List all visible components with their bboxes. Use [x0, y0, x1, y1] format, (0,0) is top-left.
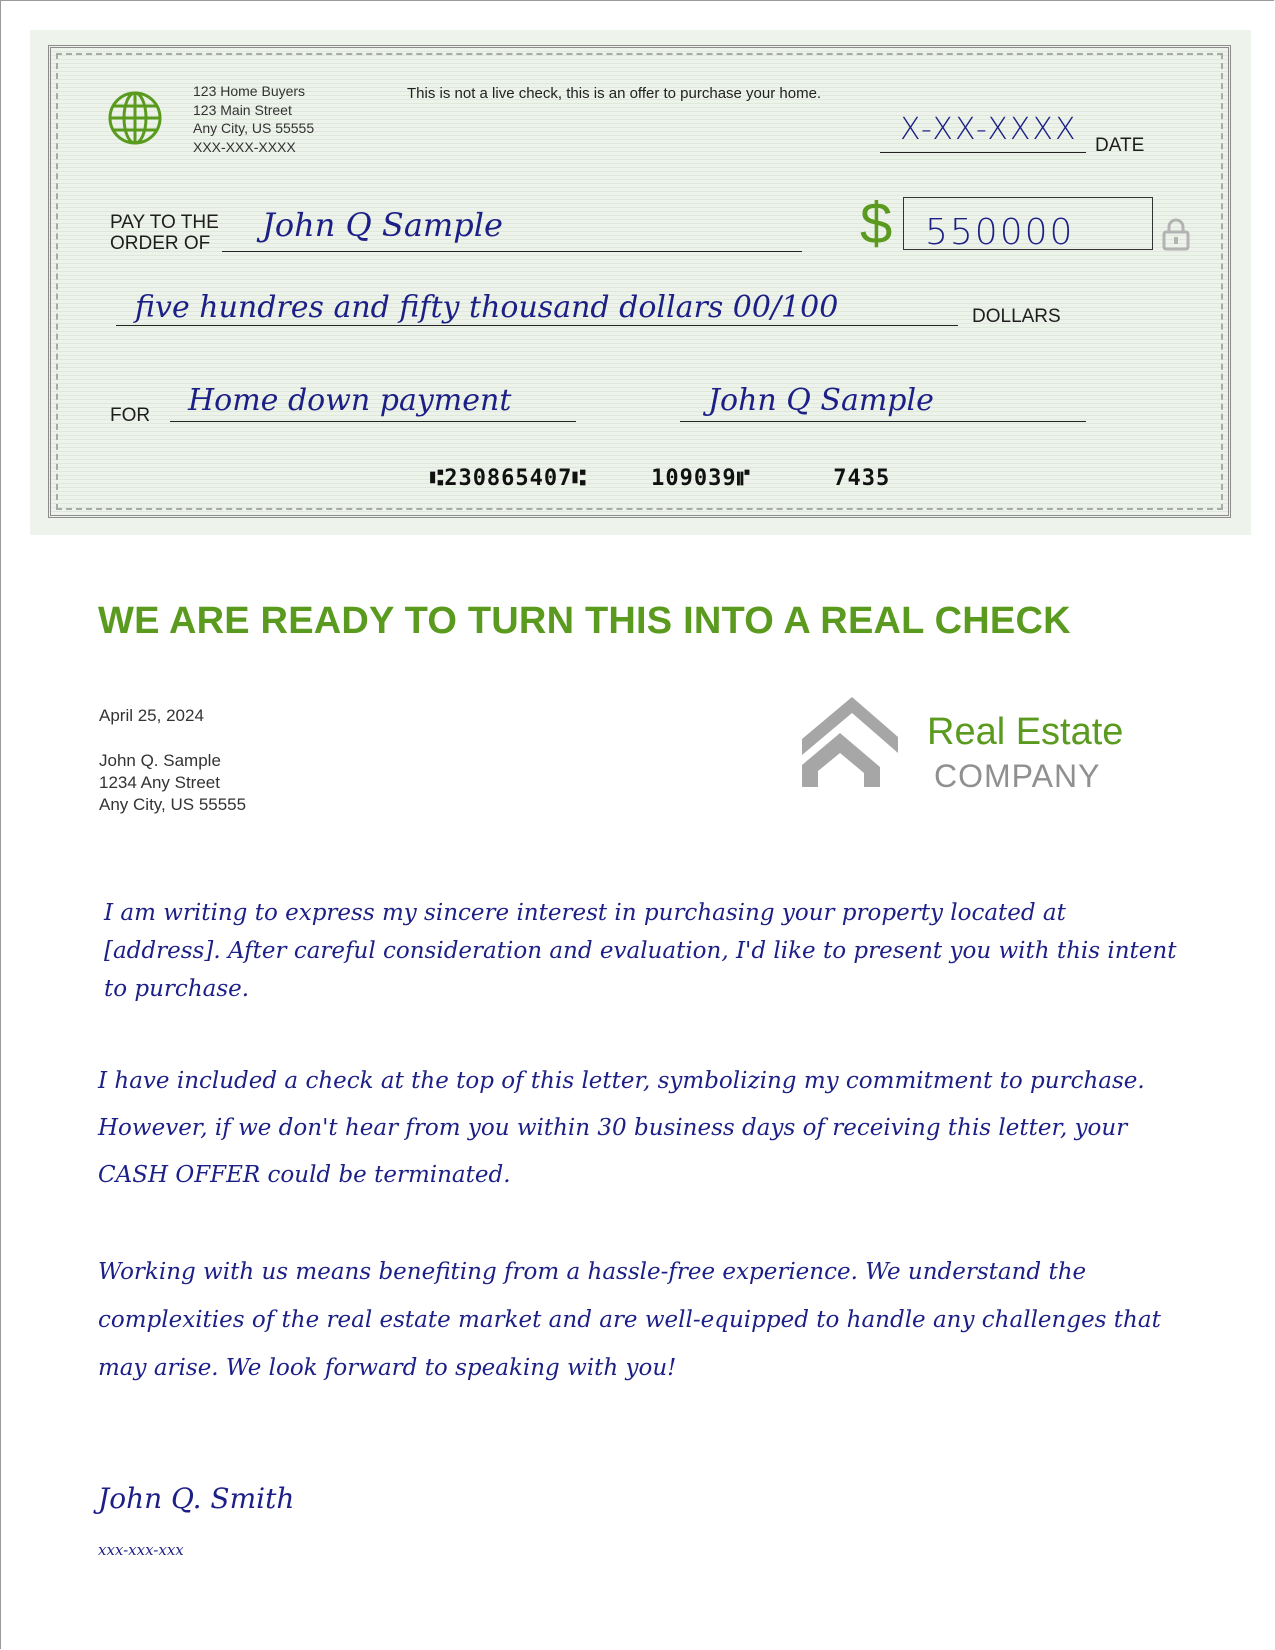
amount-words-line [116, 325, 958, 326]
letter-paragraph-1: I am writing to express my sincere interest in purchasing your property located at [address]. After careful consideration and evaluation, I'd like to present you with this intent to purchase. [104, 900, 1177, 1002]
check-amount: 550000 [925, 212, 1075, 253]
issuer-address [193, 82, 314, 156]
date-line [880, 152, 1086, 153]
memo-line [170, 421, 576, 422]
micr-check-number: 7435 [833, 466, 891, 491]
recipient-street: 1234 Any Street [99, 773, 220, 792]
payee-line [222, 251, 802, 252]
letter-paragraph-3: Working with us means benefiting from a hassle-free experience. We understand the complexities of the real estate market and are well-equipped to handle any challenges that may arise. We look forward to speaking with you! [98, 1259, 1161, 1381]
house-roof-icon [802, 697, 902, 789]
lock-icon [1162, 217, 1190, 251]
for-label: FOR [110, 405, 151, 426]
letter-paragraph-2: I have included a check at the top of this letter, symbolizing my commitment to purchase. However, if we don't hear from you within 30 business days of receiving this letter, your CASH OFFER could be terminated. [98, 1068, 1145, 1188]
logo-text-line1: Real Estate [927, 711, 1124, 753]
letter-phone: xxx-xxx-xxx [98, 1541, 184, 1559]
date-label: DATE [1095, 135, 1145, 156]
memo-text: Home down payment [188, 383, 512, 418]
pay-to-label-line2: ORDER OF [110, 233, 211, 254]
letter-headline: WE ARE READY TO TURN THIS INTO A REAL CHECK [98, 600, 1071, 642]
pay-to-label-line1: PAY TO THE [110, 212, 219, 233]
globe-icon [107, 90, 163, 146]
payee-name: John Q Sample [262, 206, 503, 244]
check-signature: John Q Sample [708, 383, 934, 418]
logo-text-line2: COMPANY [934, 758, 1101, 794]
dollar-sign: $ [860, 191, 893, 256]
micr-routing: ⑆230865407⑆ [430, 466, 587, 491]
issuer-name: 123 Home Buyers [193, 83, 306, 99]
recipient-name: John Q. Sample [99, 751, 221, 770]
check-date-value: X-XX-XXXX [900, 112, 1078, 147]
micr-account: 109039⑈ [651, 466, 751, 491]
recipient-address [99, 750, 246, 816]
letter-signature: John Q. Smith [98, 1482, 295, 1515]
pay-to-label [110, 212, 219, 254]
check-notice: This is not a live check, this is an offer to purchase your home. [407, 85, 822, 102]
issuer-phone: XXX-XXX-XXXX [193, 138, 296, 155]
amount-words: five hundres and fifty thousand dollars 00/100 [135, 290, 839, 325]
issuer-street: 123 Main Street [193, 101, 292, 118]
dollars-label: DOLLARS [972, 306, 1061, 327]
recipient-city: Any City, US 55555 [99, 795, 247, 814]
micr-line [430, 466, 890, 491]
issuer-city: Any City, US 55555 [193, 120, 315, 136]
signature-line [680, 421, 1086, 422]
letter-date: April 25, 2024 [99, 706, 204, 725]
